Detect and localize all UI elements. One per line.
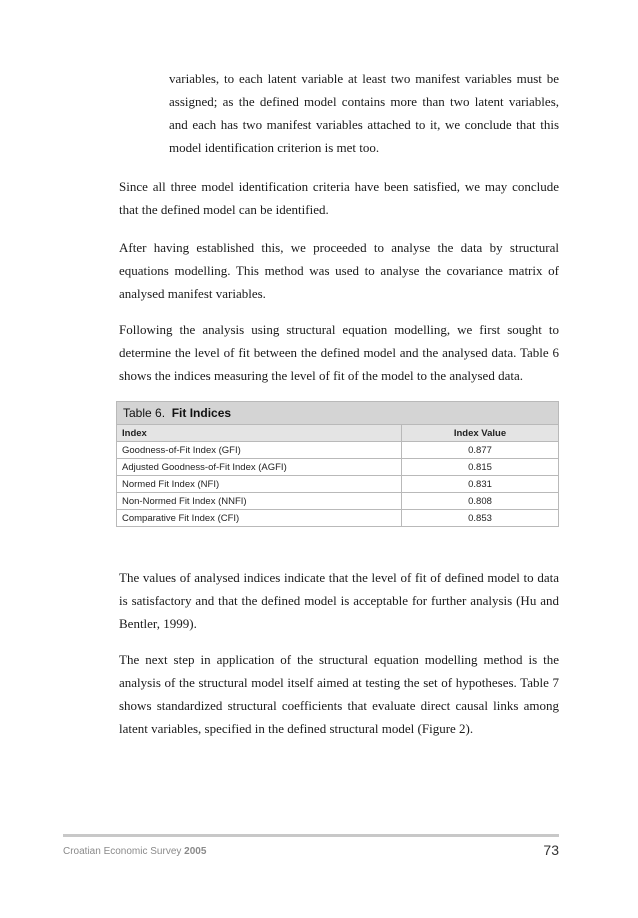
table-caption — [117, 402, 558, 425]
paragraph-sem-method: After having established this, we proceeded to analyse the data by structural equations modelling. This method was used to analyse the covariance matrix of analysed manifest variables. — [119, 240, 559, 301]
table-row — [117, 476, 558, 493]
table-row — [117, 442, 558, 459]
table-row — [117, 459, 558, 476]
footer-journal-name: Croatian Economic Survey — [63, 846, 182, 857]
index-value: 0.831 — [402, 476, 559, 493]
index-name: Non-Normed Fit Index (NNFI) — [117, 493, 402, 510]
table-caption-prefix: Table 6. — [123, 406, 166, 420]
paragraph-criterion-continuation: variables, to each latent variable at least two manifest variables must be assigned; as the defined model contains more than two latent variables, and each has two manifest variables attached to it, we conclude that this model identification criterion is met too. — [169, 71, 559, 155]
index-value: 0.808 — [402, 493, 559, 510]
paragraph-fit-results: The values of analysed indices indicate that the level of fit of defined model to data is satisfactory and that the defined model is acceptable for further analysis (Hu and Bentler, 1999). — [119, 570, 559, 631]
index-name: Normed Fit Index (NFI) — [117, 476, 402, 493]
page-number: 73 — [543, 842, 559, 858]
footer-divider — [63, 834, 559, 837]
footer-year: 2005 — [184, 846, 207, 857]
index-name: Goodness-of-Fit Index (GFI) — [117, 442, 402, 459]
table-header-row — [117, 425, 558, 442]
index-value: 0.877 — [402, 442, 559, 459]
paragraph-identification-conclusion: Since all three model identification criteria have been satisfied, we may conclude that the defined model can be identified. — [119, 179, 559, 217]
footer-journal — [63, 846, 206, 857]
index-value: 0.853 — [402, 510, 559, 527]
table-row — [117, 510, 558, 527]
index-value: 0.815 — [402, 459, 559, 476]
index-name: Adjusted Goodness-of-Fit Index (AGFI) — [117, 459, 402, 476]
paragraph-fit-analysis: Following the analysis using structural equation modelling, we first sought to determine the level of fit between the defined model and the analysed data. Table 6 shows the indices measuring the level of fit of the model to the analysed data. — [119, 322, 559, 383]
paragraph-structural-model: The next step in application of the structural equation modelling method is the analysis of the structural model itself aimed at testing the set of hypotheses. Table 7 shows standardized structural coefficients that evaluate direct causal links among latent variables, specified in the defined structural model (Figure 2). — [119, 652, 559, 736]
header-index: Index — [117, 425, 402, 442]
header-index-value: Index Value — [402, 425, 559, 442]
table-caption-title: Fit Indices — [171, 406, 232, 420]
index-name: Comparative Fit Index (CFI) — [122, 512, 240, 524]
fit-indices-table — [116, 401, 559, 527]
table-row — [117, 493, 558, 510]
fit-indices-grid — [117, 425, 558, 526]
